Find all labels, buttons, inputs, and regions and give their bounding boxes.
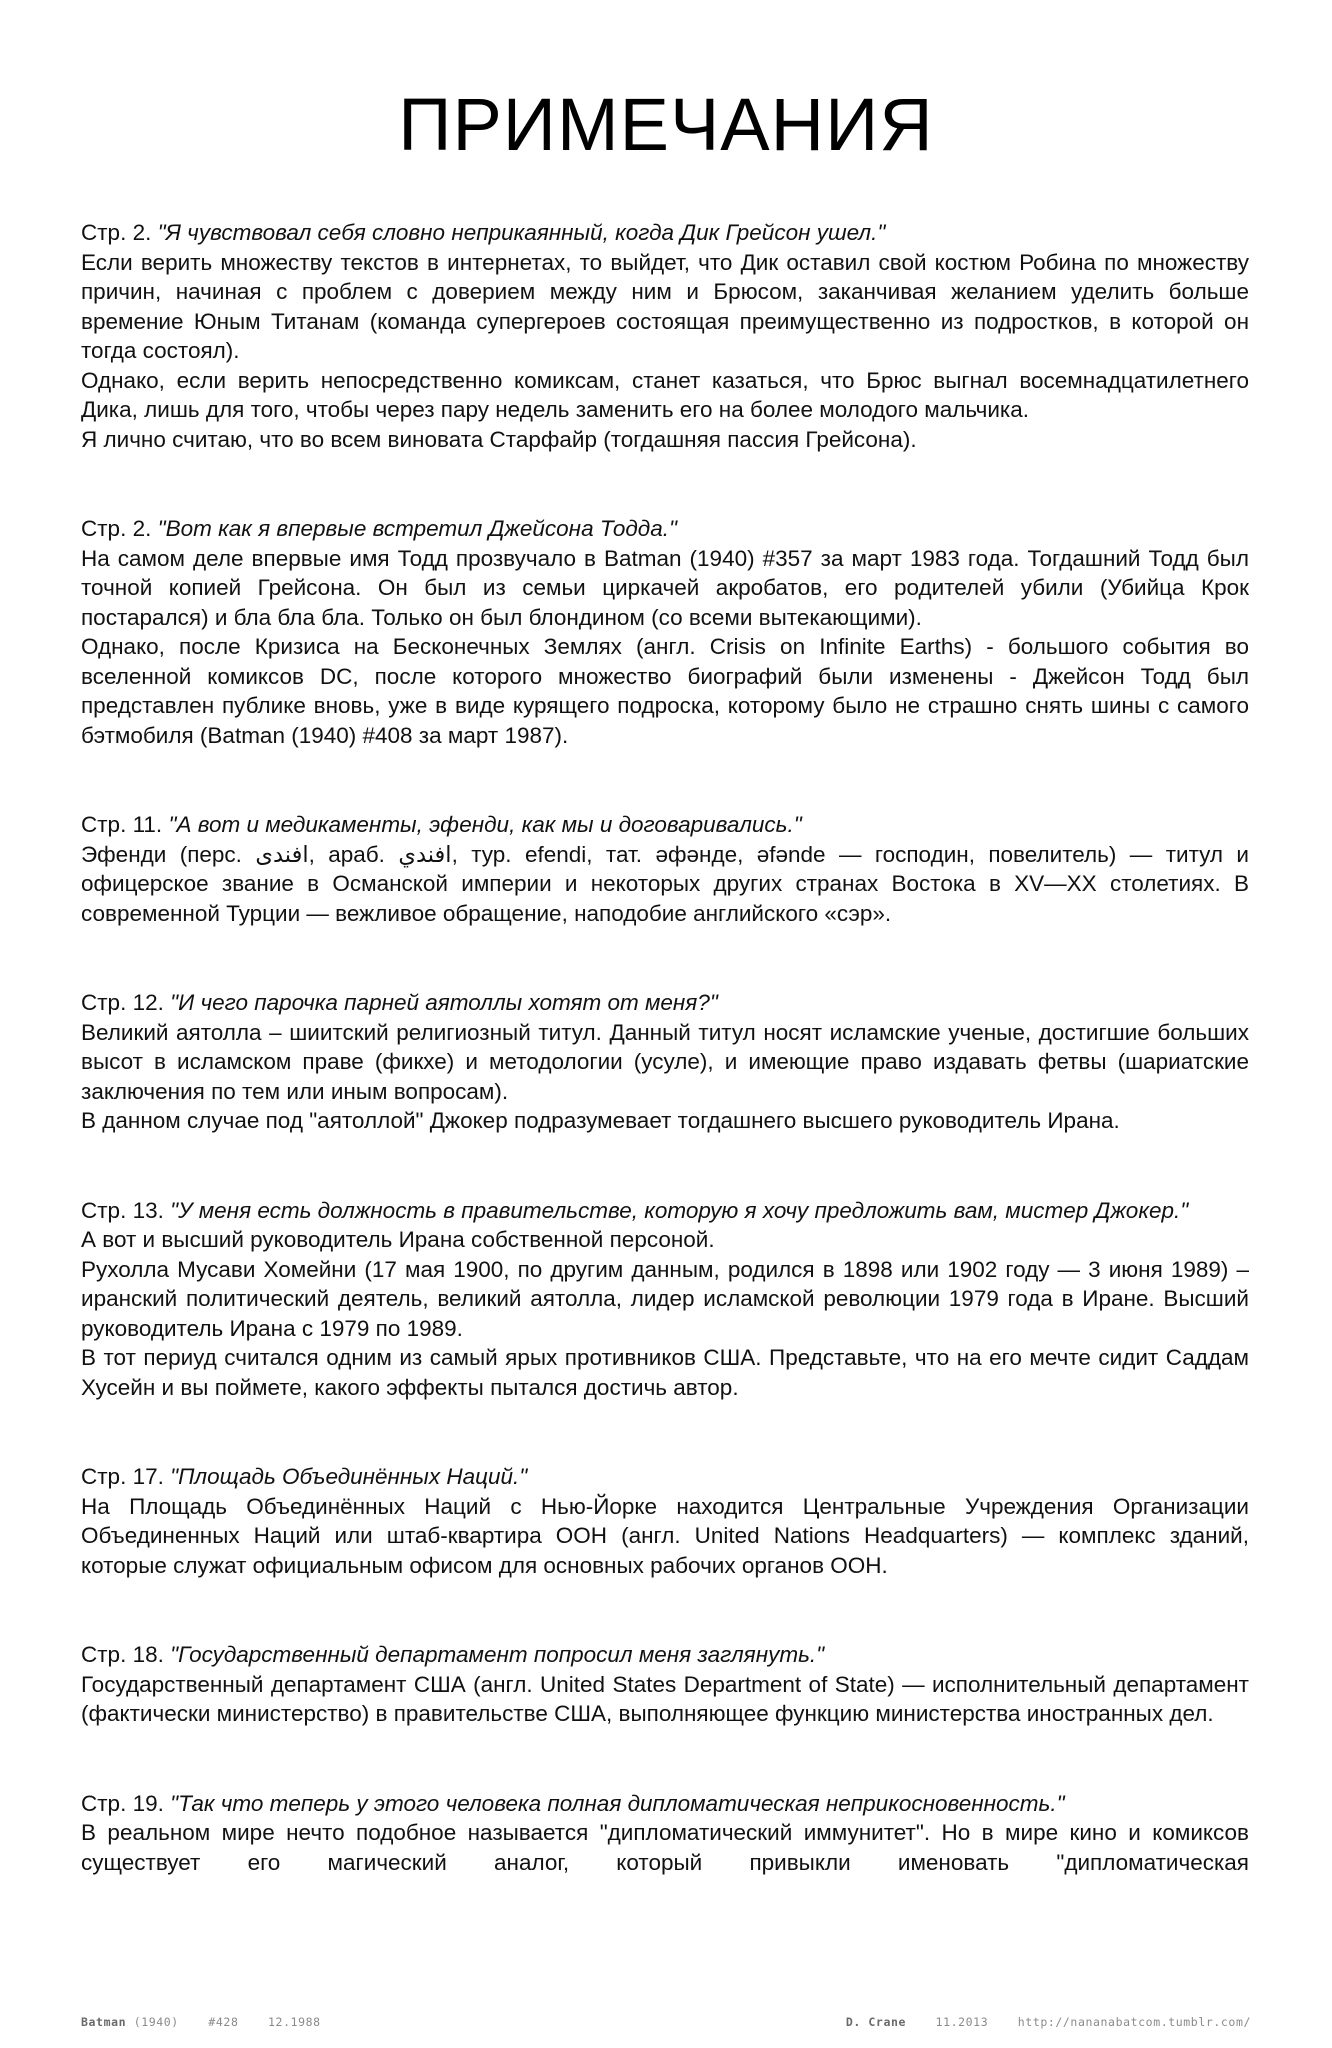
note-paragraph: Я лично считаю, что во всем виновата Старфайр (тогдашняя пассия Грейсона).: [81, 426, 917, 452]
note-paragraph: В данном случае под "аятоллой" Джокер подразумевает тогдашнего высшего руководитель Ирана.: [81, 1108, 1120, 1133]
note-paragraph: А вот и высший руководитель Ирана собственной персоной.: [81, 1227, 715, 1252]
footer-issue-info: [81, 2015, 321, 2029]
note-quote: "Вот как я впервые встретил Джейсона Тодда.": [157, 516, 677, 541]
note-heading: [81, 218, 1249, 248]
note-paragraph: Рухолла Мусави Хомейни (17 мая 1900, по другим данным, родился в 1898 или 1902 году — 3 июня 1989) – иранский политический деятель, великий аятолла, лидер исламской революции 1979 года в Иране. Высший руководитель Ирана с 1979 по 1989.: [81, 1256, 1249, 1341]
note-page-18-state-dept: [81, 1640, 1249, 1729]
note-page-ref: Стр. 2.: [81, 220, 152, 245]
note-paragraph: Великий аятолла – шиитский религиозный титул. Данный титул носят исламские ученые, достигшие больших высот в исламском праве (фикхе) и методологии (усуле), и имеющие право издавать фетвы (шариатские заключения по тем или иным вопросам).: [81, 1019, 1249, 1104]
note-heading: [81, 1640, 1249, 1670]
note-paragraph: Эфенди (перс. افندی, араб. افندي, тур. efendi, тат. әфәнде, əfənde — господин, повелитель) — титул и офицерское звание в Османской империи и некоторых других странах Востока в XV—XX столетиях. В современной Турции — вежливое обращение, наподобие английского «сэр».: [81, 841, 1249, 926]
note-quote: "Площадь Объединённых Наций.": [170, 1464, 528, 1489]
note-paragraph: В тот периуд считался одним из самый ярых противников США. Представьте, что на его мечте сидит Саддам Хусейн и вы поймете, какого эффекты пытался достичь автор.: [81, 1345, 1249, 1400]
note-page-ref: Стр. 18.: [81, 1642, 164, 1667]
note-heading: [81, 1196, 1249, 1226]
note-paragraph: Однако, если верить непосредственно комиксам, станет казаться, что Брюс выгнал восемнадцатилетнего Дика, лишь для того, чтобы через пару недель заменить его на более молодого мальчика.: [81, 367, 1249, 422]
note-page-ref: Стр. 17.: [81, 1464, 164, 1489]
note-paragraph: Однако, после Кризиса на Бесконечных Землях (англ. Crisis on Infinite Earths) - большого события во вселенной комиксов DC, после которого множество биографий были изменены - Джейсон Тодд был представлен публике вновь, уже в виде курящего подроска, которому было не страшно снять шины с самого бэтмобиля (Batman (1940) #408 за март 1987).: [81, 634, 1249, 748]
footer-credits: [846, 2015, 1251, 2029]
note-paragraph: На самом деле впервые имя Тодд прозвучало в Batman (1940) #357 за март 1983 года. Тогдашний Тодд был точной копией Грейсона. Он был из семьи циркачей акробатов, его родителей убили (Убийца Крок постарался) и бла бла бла. Только он был блондином (со всеми вытекающими).: [81, 545, 1249, 630]
note-paragraph: Государственный департамент США (англ. United States Department of State) — исполнительный департамент (фактически министерство) в правительстве США, выполняющее функцию министерства иностранных дел.: [81, 1671, 1249, 1726]
note-page-17-un-plaza: [81, 1462, 1249, 1580]
note-page-13-khomeini: [81, 1196, 1249, 1403]
footer-made-date: 11.2013: [935, 2015, 989, 2029]
note-paragraph: На Площадь Объединённых Наций с Нью-Йорке находится Центральные Учреждения Организации Объединенных Наций или штаб-квартира ООН (англ. United Nations Headquarters) — комплекс зданий, которые служат официальным офисом для основных рабочих органов ООН.: [81, 1493, 1249, 1578]
note-quote: "Я чувствовал себя словно неприкаянный, когда Дик Грейсон ушел.": [157, 220, 886, 245]
note-quote: "А вот и медикаменты, эфенди, как мы и договаривались.": [168, 812, 802, 837]
page-title: ПРИМЕЧАНИЯ: [398, 83, 934, 166]
note-quote: "И чего парочка парней аятоллы хотят от меня?": [170, 990, 718, 1015]
note-page-12-ayatollah: [81, 988, 1249, 1136]
footer-date: 12.1988: [268, 2015, 321, 2029]
note-heading: [81, 988, 1249, 1018]
note-quote: "У меня есть должность в правительстве, которую я хочу предложить вам, мистер Джокер.": [170, 1197, 1189, 1223]
note-heading: [81, 1462, 1249, 1492]
note-paragraph: В реальном мире нечто подобное называется "дипломатический иммунитет". Но в мире кино и комиксов существует его магический аналог, который привыкли именовать "дипломатическая: [81, 1820, 1249, 1875]
note-page-11-efendi: [81, 810, 1249, 928]
footer-series: Batman: [81, 2015, 127, 2029]
note-heading: [81, 514, 1249, 544]
note-page-ref: Стр. 12.: [81, 990, 164, 1015]
notes-list: [81, 218, 1249, 1937]
note-heading: [81, 1789, 1249, 1819]
footer-issue: #428: [208, 2015, 239, 2029]
note-page-ref: Стр. 13.: [81, 1197, 164, 1223]
note-quote: "Так что теперь у этого человека полная дипломатическая неприкосновенность.": [170, 1790, 1065, 1816]
note-page-2-grayson: [81, 218, 1249, 454]
note-page-19-immunity: [81, 1789, 1249, 1878]
note-page-ref: Стр. 11.: [81, 812, 163, 837]
note-page-2-todd: [81, 514, 1249, 750]
note-heading: [81, 810, 1249, 840]
note-page-ref: Стр. 2.: [81, 516, 152, 541]
footer-year: (1940): [133, 2015, 179, 2029]
page-footer: [81, 2015, 1251, 2031]
footer-url-link[interactable]: http://nananabatcom.tumblr.com/: [1017, 2015, 1251, 2029]
note-quote: "Государственный департамент попросил меня заглянуть.": [170, 1642, 825, 1667]
note-page-ref: Стр. 19.: [81, 1790, 164, 1816]
note-paragraph: Если верить множеству текстов в интернетах, то выйдет, что Дик оставил свой костюм Робина по множеству причин, начиная с проблем с доверием между ним и Брюсом, заканчивая желанием уделить больше времение Юным Титанам (команда супергероев состоящая преимущественно из подростков, в которой он тогда состоял).: [81, 249, 1249, 363]
footer-author: D. Crane: [845, 2015, 907, 2029]
